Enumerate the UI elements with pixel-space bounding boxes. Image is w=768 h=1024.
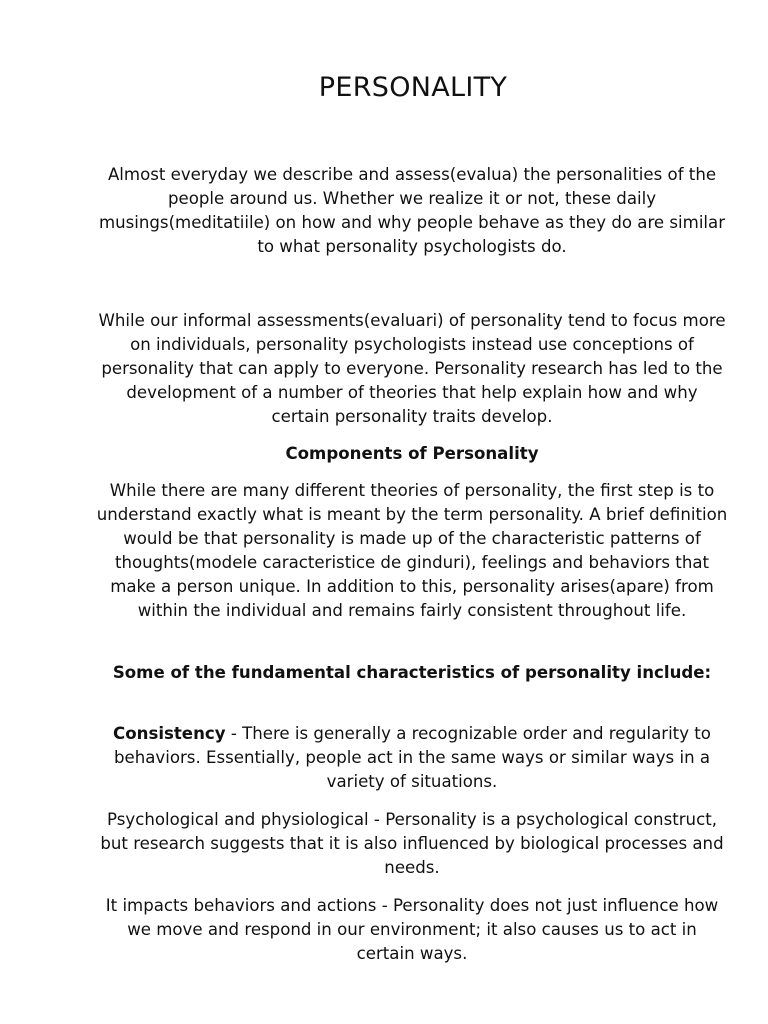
characteristics-heading: Some of the fundamental characteristics of personality include: (112, 663, 712, 682)
characteristic-psychological: Psychological and physiological - Personality is a psychological construct, but research suggests that it is also influenced by biological processes and needs. (100, 810, 724, 877)
characteristic-text: - There is generally a recognizable order and regularity to behaviors. Essentially, people act in the same ways or similar ways in a variety of situations. (113, 724, 711, 791)
characteristic-impacts: It impacts behaviors and actions - Personality does not just influence how we move and respond in our environment; it also causes us to act in certain ways. (105, 896, 719, 963)
document-title: PERSONALITY (318, 72, 508, 103)
characteristic-consistency (96, 722, 728, 794)
intro-paragraph: Almost everyday we describe and assess(evalua) the personalities of the people around us. Whether we realize it or not, these daily musings(meditatiile) on how and why people behave as they do are similar to what personality psychologists do. (98, 165, 726, 256)
assessment-paragraph: While our informal assessments(evaluari) of personality tend to focus more on individuals, personality psychologists instead use conceptions of personality that can apply to everyone. Personality research has led to the development of a number of theories that help explain how and why certain personality traits develop. (98, 311, 726, 426)
definition-paragraph: While there are many different theories of personality, the first step is to understand exactly what is meant by the term personality. A brief definition would be that personality is made up of the characteristic patterns of thoughts(modele caracteristice de ginduri), feelings and behaviors that make a person unique. In addition to this, personality arises(apare) from within the individual and remains fairly consistent throughout life. (96, 481, 728, 620)
characteristic-term: Consistency (113, 724, 226, 743)
section-heading: Components of Personality (285, 444, 539, 463)
